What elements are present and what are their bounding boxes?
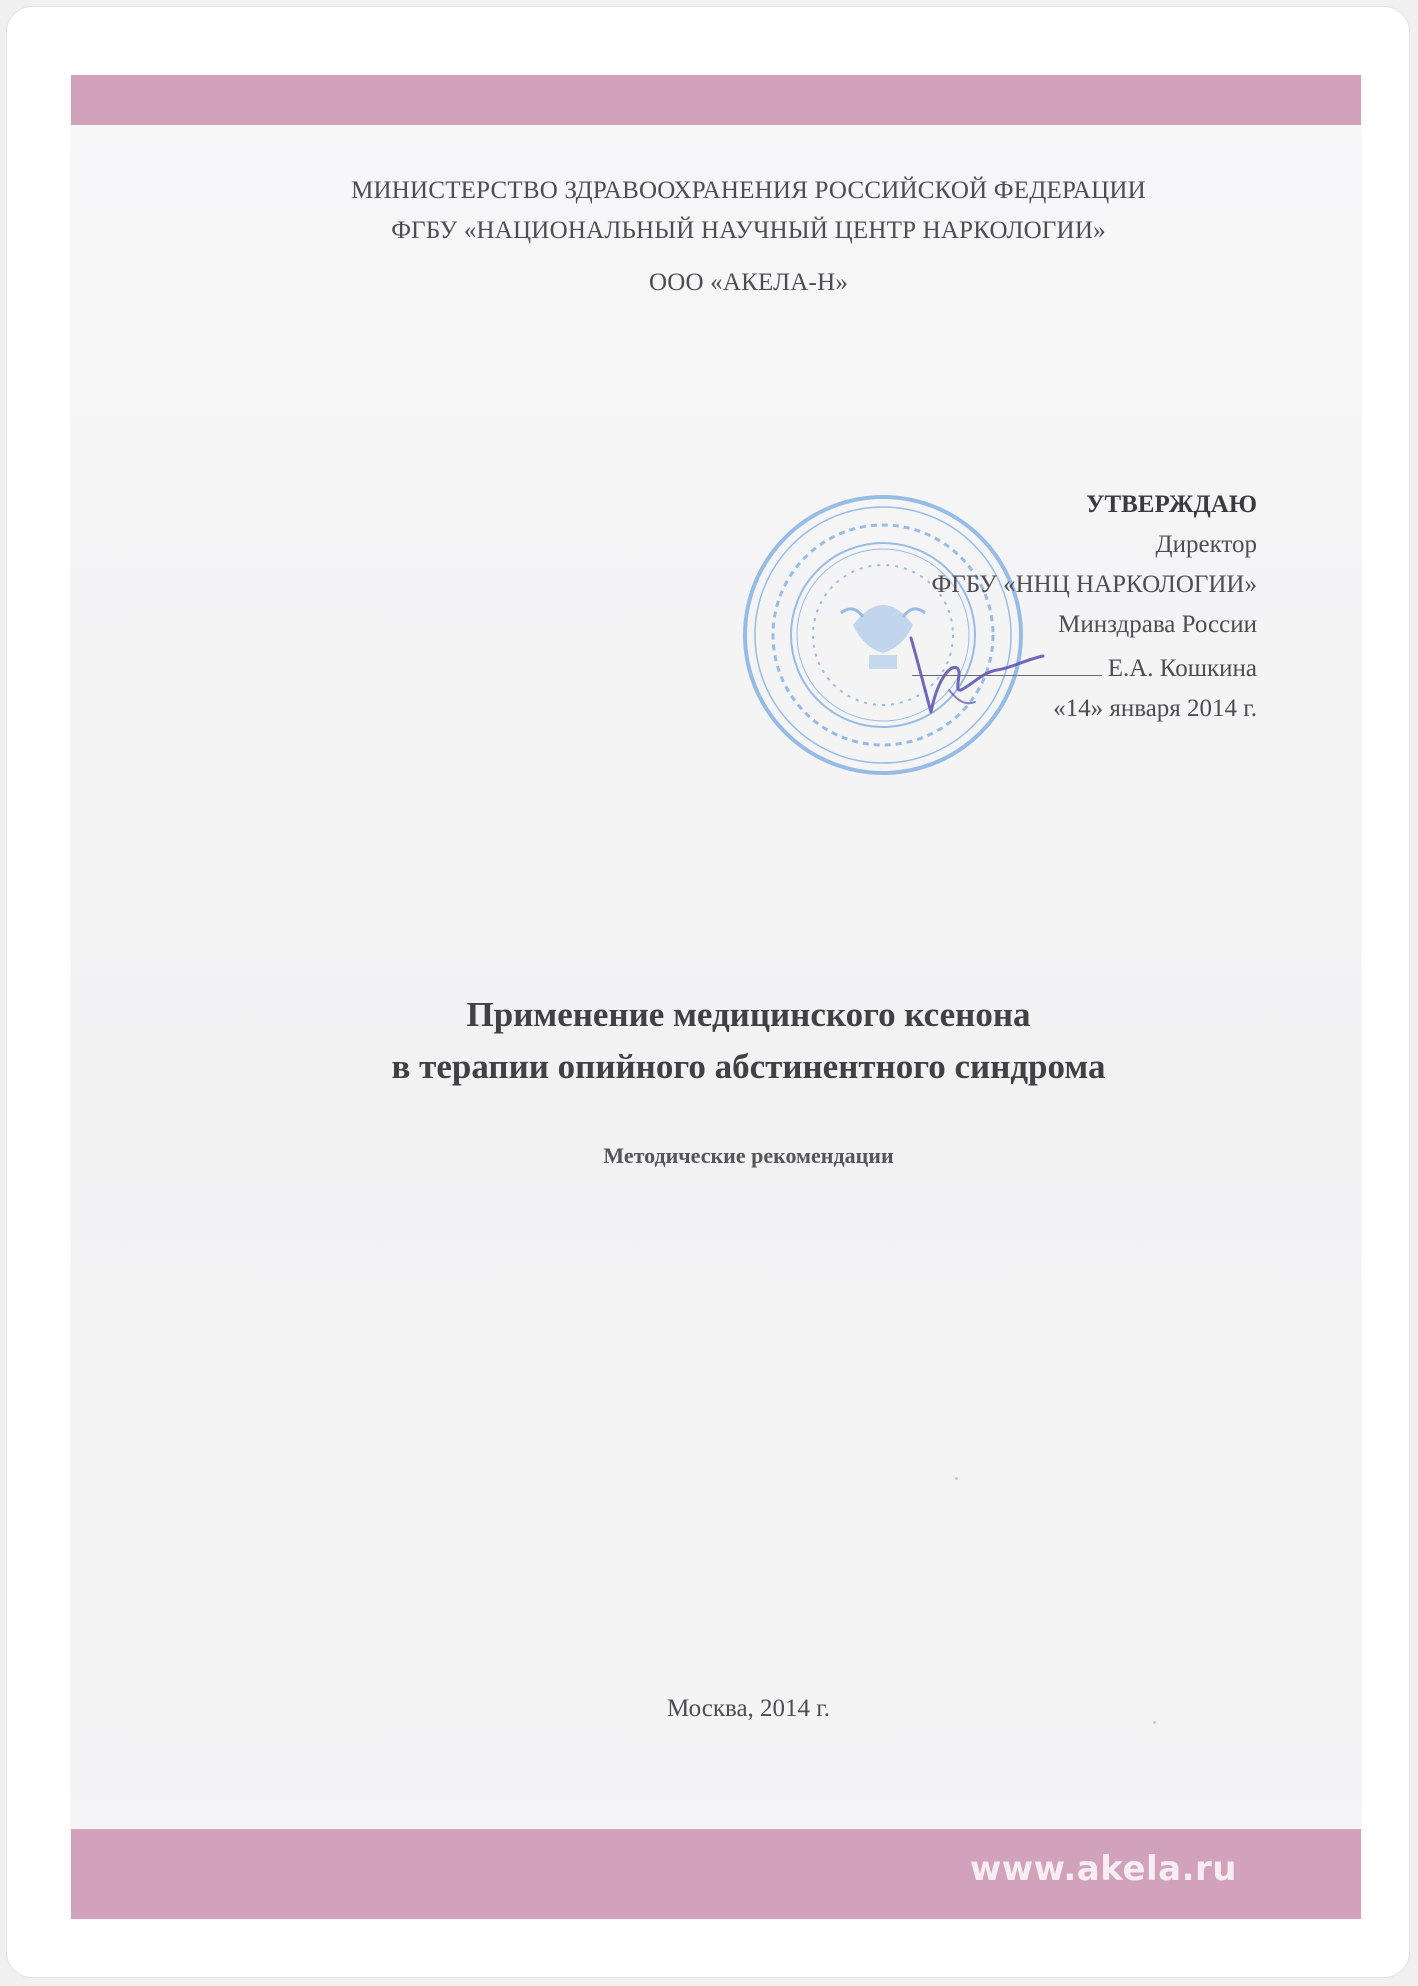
scan-speck	[955, 1477, 958, 1480]
signature-row	[797, 645, 1257, 689]
signature-line	[912, 645, 1102, 676]
document-title-line-2: в терапии опийного абстинентного синдрома	[391, 1047, 1106, 1086]
page-frame	[6, 6, 1410, 1978]
approval-position: Директор	[1155, 531, 1257, 558]
approval-signatory: Е.А. Кошкина	[1107, 655, 1257, 682]
document-title-line-1: Применение медицинского ксенона	[466, 995, 1031, 1034]
ministry-header: МИНИСТЕРСТВО ЗДРАВООХРАНЕНИЯ РОССИЙСКОЙ ФЕДЕРАЦИИ	[351, 177, 1146, 204]
company-header: ООО «АКЕЛА-Н»	[648, 269, 849, 296]
city-year: Москва, 2014 г.	[667, 1695, 830, 1722]
approval-ministry: Минздрава России	[1058, 611, 1257, 638]
approval-organization: ФГБУ «ННЦ НАРКОЛОГИИ»	[931, 571, 1257, 598]
document-sheet	[71, 75, 1361, 1919]
bottom-accent-band	[71, 1829, 1361, 1919]
approval-block	[797, 485, 1257, 729]
document-subtitle: Методические рекомендации	[603, 1143, 894, 1168]
institution-header: ФГБУ «НАЦИОНАЛЬНЫЙ НАУЧНЫЙ ЦЕНТР НАРКОЛОГИИ»	[391, 217, 1106, 244]
top-accent-band	[71, 75, 1361, 125]
approval-date: «14» января 2014 г.	[1053, 695, 1257, 722]
approval-heading: УТВЕРЖДАЮ	[1086, 491, 1257, 518]
scan-speck	[1153, 1721, 1156, 1724]
website-label: www.akela.ru	[969, 1849, 1237, 1889]
